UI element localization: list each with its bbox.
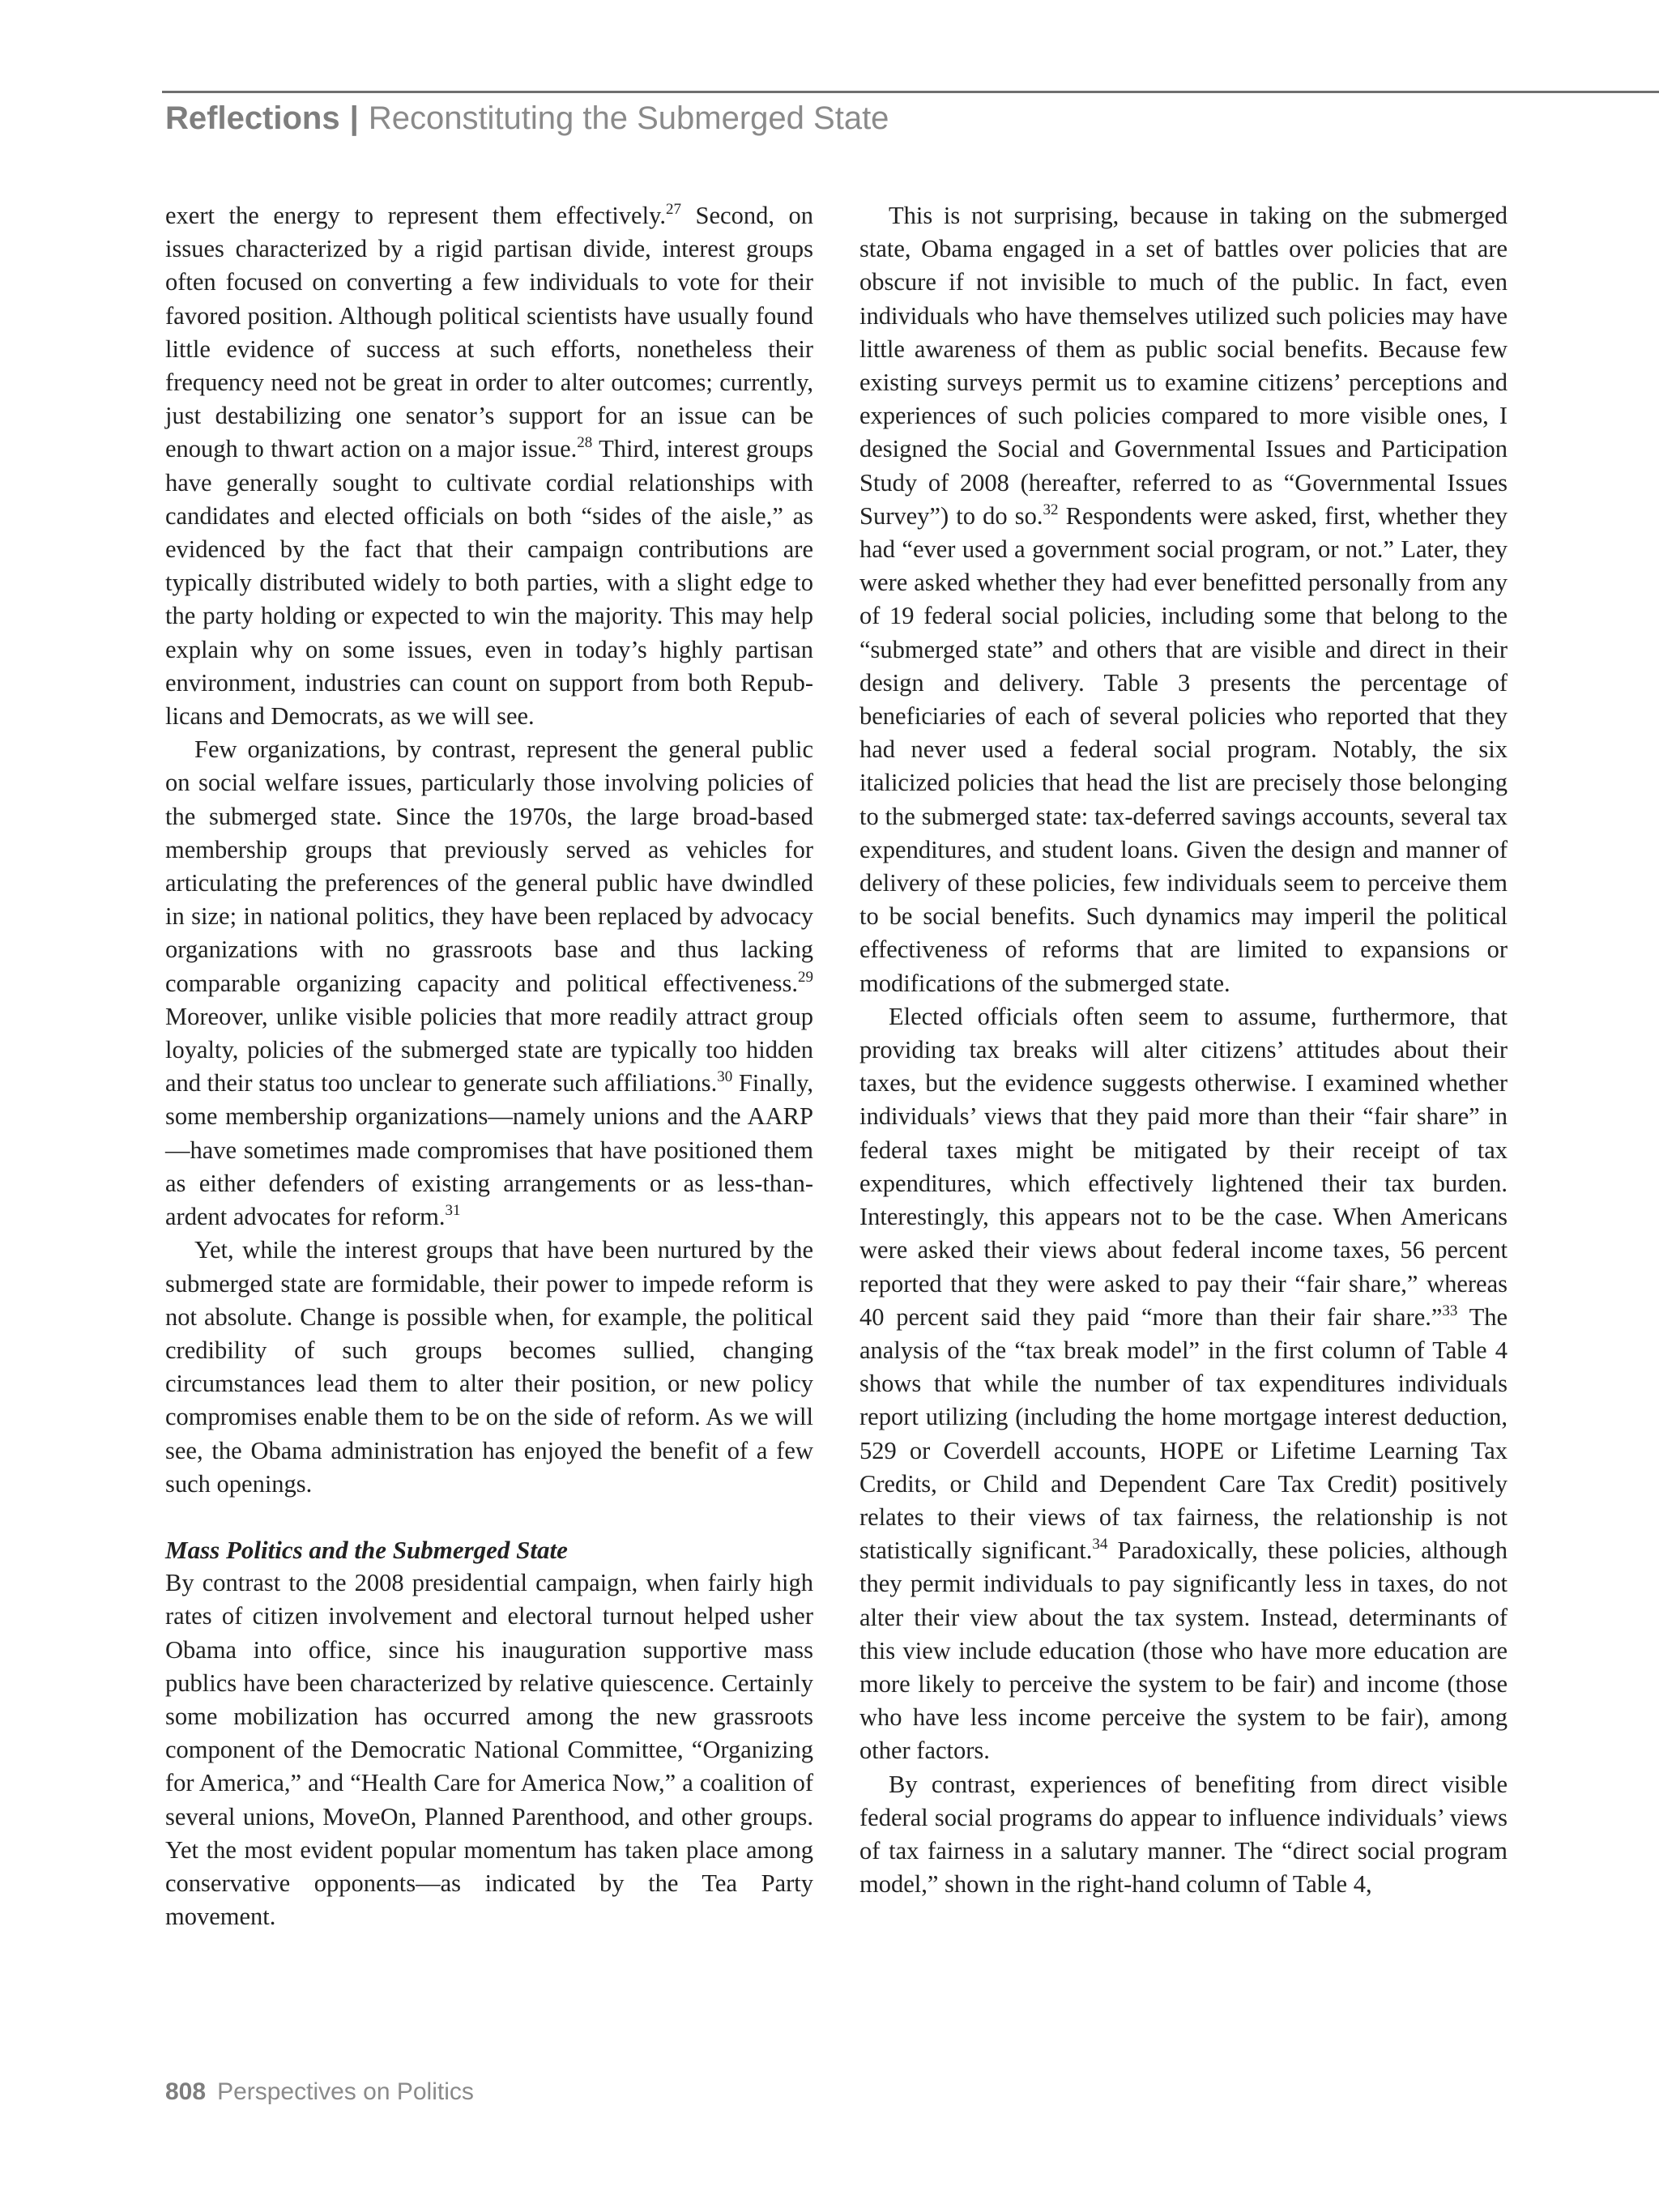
journal-name: Perspectives on Politics [217, 2078, 474, 2105]
paragraph [165, 733, 813, 1234]
header-separator: | [349, 100, 359, 136]
article-title: Reconstituting the Submerged State [368, 100, 889, 136]
footnote-ref: 30 [717, 1068, 733, 1086]
running-head [165, 100, 889, 137]
text-run: Finally, some membership organizations—namely unions and the AARP—have sometimes made compromises that have positioned them as either defenders of existing arrangements or as less-than-ardent advocates for reform. [165, 1069, 813, 1231]
paragraph: By contrast, experiences of benefiting from direct visible federal social programs do appear to influence individuals’ views of tax fairness in a salutary manner. The “direct social program model,” shown in the right-hand column of Table 4, [859, 1770, 1508, 1899]
footnote-ref: 34 [1092, 1535, 1108, 1553]
paragraph [165, 199, 813, 733]
right-column [859, 199, 1508, 1901]
section-label: Reflections [165, 100, 340, 136]
text-run: Paradoxically, these policies, although they permit individuals to pay significantly less in taxes, do not alter their view about the tax system. Instead, determinants of this view include education (those who have more education are more likely to perceive the system to be fair) and income (those who have less income perceive the system to be fair), among other factors. [859, 1536, 1508, 1765]
footnote-ref: 29 [798, 968, 813, 986]
footnote-ref: 32 [1043, 501, 1059, 518]
text-run: Respondents were asked, first, whether they had “ever used a government social program, or not.” Later, they were asked whether they had ever benefitted personally from any of 19 federal social policies, including some that belong to the “submerged state” and others that are visible and direct in their design and delivery. Table 3 presents the percentage of beneficiaries of each of several policies who reported that they had never used a federal social program. Notably, the six italicized policies that head the list are precisely those belonging to the submerged state: tax-deferred savings accounts, several tax expenditures, and student loans. Given the design and manner of delivery of these policies, few individuals seem to perceive them to be social benefits. Such dynamics may imperil the political effectiveness of reforms that are limited to expansions or modifications of the submerged state. [859, 501, 1508, 997]
section-heading: Mass Politics and the Submerged State [165, 1535, 568, 1564]
footnote-ref: 28 [577, 434, 593, 452]
paragraph: By contrast to the 2008 presidential campaign, when fairly high rates of citizen involvement and electoral turnout helped usher Obama into office, since his inauguration supportive mass publics have been characterized by relative quiescence. Certainly some mobilization has occurred among the new grassroots component of the Democratic National Committee, “Organizing for America,” and “Health Care for America Now,” a coalition of several unions, MoveOn, Planned Parenthood, and other groups. Yet the most evident popular momentum has taken place among conservative opponents—as indicated by the Tea Party movement. [165, 1569, 813, 1931]
text-run: exert the energy to represent them effectively. [165, 202, 666, 229]
footnote-ref: 31 [445, 1201, 461, 1219]
text-run: Moreover, unlike visible policies that more readily attract group loyalty, policies of the submerged state are typically too hidden and their status too unclear to generate such affiliations. [165, 1002, 813, 1097]
footnote-ref: 33 [1442, 1302, 1458, 1319]
text-run: Third, interest groups have generally sought to cultivate cordial relationships with candidates and elected officials on both “sides of the aisle,” as evidenced by the fact that their campaign contributions are typically distributed widely to both parties, with a slight edge to the party holding or expected to win the majority. This may help explain why on some issues, even in today’s highly partisan environment, industries can count on support from both Republicans and Democrats, as we will see. [165, 435, 813, 731]
left-column [165, 199, 813, 1933]
text-run: Elected officials often seem to assume, furthermore, that providing tax breaks will alter citizens’ attitudes about their taxes, but the evidence suggests otherwise. I examined whether individuals’ views that they paid more than their “fair share” in federal taxes might be mitigated by their receipt of tax expenditures, which effectively lightened their tax burden. Interestingly, this appears not to be the case. When Americans were asked their views about federal income taxes, 56 percent reported that they were asked to pay their “fair share,” whereas 40 percent said they paid “more than their fair share.” [859, 1002, 1508, 1331]
paragraph: Yet, while the interest groups that have been nurtured by the submerged state are formidable, their power to impede reform is not absolute. Change is possible when, for example, the political credibility of such groups becomes sullied, changing circumstances lead them to alter their position, or new policy compromises enable them to be on the side of reform. As we will see, the Obama administration has enjoyed the benefit of a few such openings. [165, 1236, 813, 1498]
text-run: Few organizations, by contrast, represent the general public on social welfare issues, particularly those involving policies of the submerged state. Since the 1970s, the large broad-based membership groups that previously served as vehicles for articulating the preferences of the general public have dwindled in size; in national politics, they have been replaced by advocacy organizations with no grassroots base and thus lacking comparable organizing capacity and political effectiveness. [165, 735, 813, 997]
text-run: This is not surprising, because in taking on the submerged state, Obama engaged in a set of battles over policies that are obscure if not invisible to much of the public. In fact, even individuals who have themselves utilized such policies may have little awareness of them as public social benefits. Because few existing surveys permit us to examine citizens’ perceptions and experiences of such policies compared to more visible ones, I designed the Social and Governmental Issues and Participation Study of 2008 (hereafter, referred to as “Governmental Issues Survey”) to do so. [859, 202, 1508, 530]
footnote-ref: 27 [665, 200, 681, 218]
page-number: 808 [165, 2078, 207, 2105]
paragraph [859, 1000, 1508, 1768]
paragraph [859, 199, 1508, 1000]
text-run: The analysis of the “tax break model” in the first column of Table 4 shows that while the number of tax expenditures individuals report utilizing (including the home mortgage interest deduction, 529 or Coverdell accounts, HOPE or Lifetime Learning Tax Credits, or Child and Dependent Care Tax Credit) positively relates to their views of tax fairness, the relationship is not statistically significant. [859, 1302, 1508, 1565]
page-footer [165, 2078, 474, 2106]
text-run: Second, on issues characterized by a rigid partisan divide, interest groups often focused on converting a few individuals to vote for their favored position. Although political scientists have usually found little evidence of success at such efforts, nonetheless their frequency need not be great in order to alter outcomes; currently, just destabilizing one senator’s support for an issue can be enough to thwart action on a major issue. [165, 202, 813, 463]
header-rule [162, 91, 1659, 93]
